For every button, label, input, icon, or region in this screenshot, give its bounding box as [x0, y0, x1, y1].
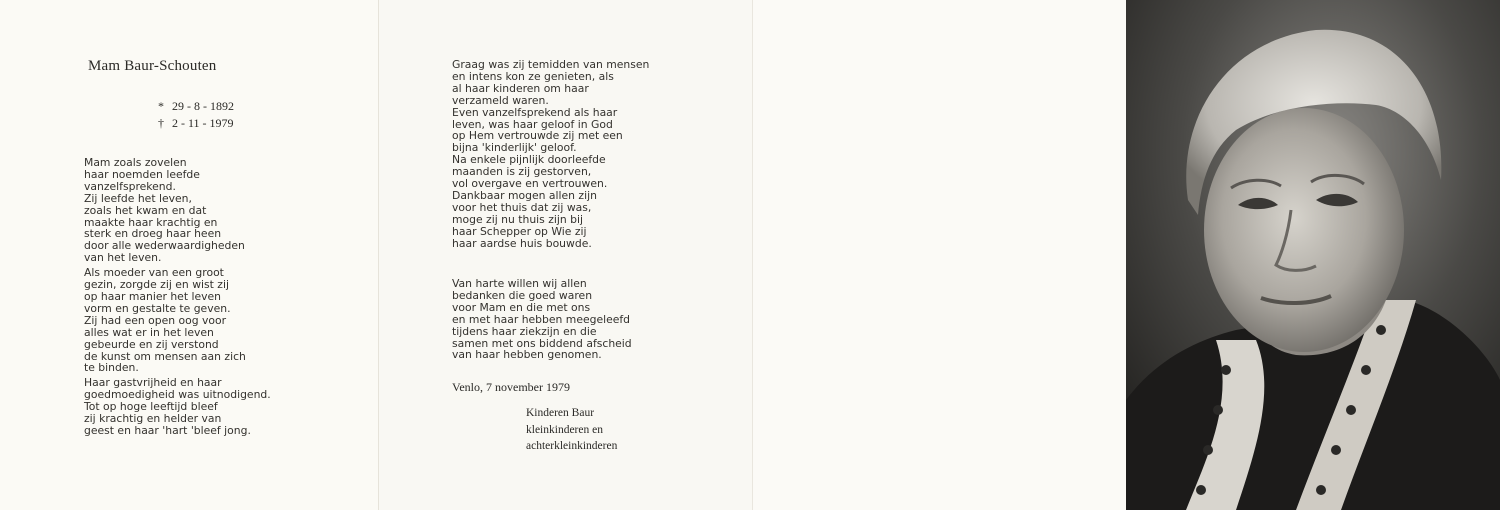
verse-line: voor het thuis dat zij was, [452, 200, 592, 214]
verse-line: samen met ons biddend afscheid [452, 336, 632, 350]
verse-line: Dankbaar mogen allen zijn [452, 188, 597, 202]
verse-line: Even vanzelfsprekend als haar [452, 105, 618, 119]
verse-line: zoals het kwam en dat [84, 203, 207, 217]
verse-thanks [452, 278, 632, 361]
verse-line: gezin, zorgde zij en wist zij [84, 278, 229, 292]
verse-line: bijna 'kinderlijk' geloof. [452, 141, 577, 155]
verse-line: haar noemden leefde [84, 167, 200, 181]
verse-line: en intens kon ze genieten, als [452, 69, 614, 83]
birth-date: 29 - 8 - 1892 [172, 99, 234, 113]
verse-line: van haar hebben genomen. [452, 348, 602, 362]
verse-line: tijdens haar ziekzijn en die [452, 324, 597, 338]
verse-line: leven, was haar geloof in God [452, 117, 613, 131]
signer-line: Kinderen Baur [526, 407, 595, 419]
verse-middle [452, 59, 649, 250]
verse-line: door alle wederwaardigheden [84, 239, 245, 253]
verse-line: maanden is zij gestorven, [452, 165, 592, 179]
verse-line: alles wat er in het leven [84, 325, 214, 339]
verse-line: al haar kinderen om haar [452, 81, 589, 95]
birth-symbol: * [158, 99, 164, 113]
verse-line: maakte haar krachtig en [84, 215, 218, 229]
death-date: 2 - 11 - 1979 [172, 116, 234, 130]
portrait-photo [1126, 0, 1500, 510]
verse-line: goedmoedigheid was uitnodigend. [84, 388, 271, 402]
verse-line: en met haar hebben meegeleefd [452, 312, 631, 326]
verse-line: op Hem vertrouwde zij met een [452, 129, 623, 143]
verse-line: Tot op hoge leeftijd bleef [84, 400, 218, 414]
verse-line: haar Schepper op Wie zij [452, 224, 587, 238]
verse-line: de kunst om mensen aan zich [84, 349, 246, 363]
verse-line: Mam zoals zovelen [84, 156, 187, 169]
verse-line: van het leven. [84, 251, 162, 265]
verse-line: zij krachtig en helder van [84, 412, 222, 426]
verse-line: voor Mam en die met ons [452, 300, 591, 314]
place-date: Venlo, 7 november 1979 [452, 380, 570, 394]
death-cross-icon: † [158, 116, 164, 130]
verse-line: verzameld waren. [452, 93, 549, 107]
card-panel-blank [752, 0, 1127, 510]
verse-line: te binden. [84, 361, 139, 375]
verse-line: Na enkele pijnlijk doorleefde [452, 153, 606, 167]
verse-line: vanzelfsprekend. [84, 179, 176, 193]
signer-line: achterkleinkinderen [526, 440, 618, 452]
verse-line: Zij leefde het leven, [84, 191, 192, 205]
verse-line: Zij had een open oog voor [84, 313, 227, 327]
verse-line: Van harte willen wij allen [452, 277, 587, 290]
verse-line: Graag was zij temidden van mensen [452, 58, 650, 71]
verse-line: haar aardse huis bouwde. [452, 236, 592, 250]
life-dates [158, 98, 234, 132]
verse-line: vol overgave en vertrouwen. [452, 177, 608, 191]
signers [526, 405, 617, 455]
deceased-name: Mam Baur-Schouten [88, 58, 217, 74]
verse-line: gebeurde en zij verstond [84, 337, 219, 351]
verse-line: bedanken die goed waren [452, 288, 593, 302]
verse-line: moge zij nu thuis zijn bij [452, 212, 584, 226]
verse-line: Haar gastvrijheid en haar [84, 376, 222, 390]
verse-line: Als moeder van een groot [84, 266, 224, 280]
verse-line: sterk en droeg haar heen [84, 227, 222, 241]
verse-line: vorm en gestalte te geven. [84, 301, 231, 315]
verse-left [84, 157, 271, 437]
verse-line: op haar manier het leven [84, 289, 221, 303]
signer-line: kleinkinderen en [526, 423, 603, 436]
verse-line: geest en haar 'hart 'bleef jong. [84, 423, 251, 437]
